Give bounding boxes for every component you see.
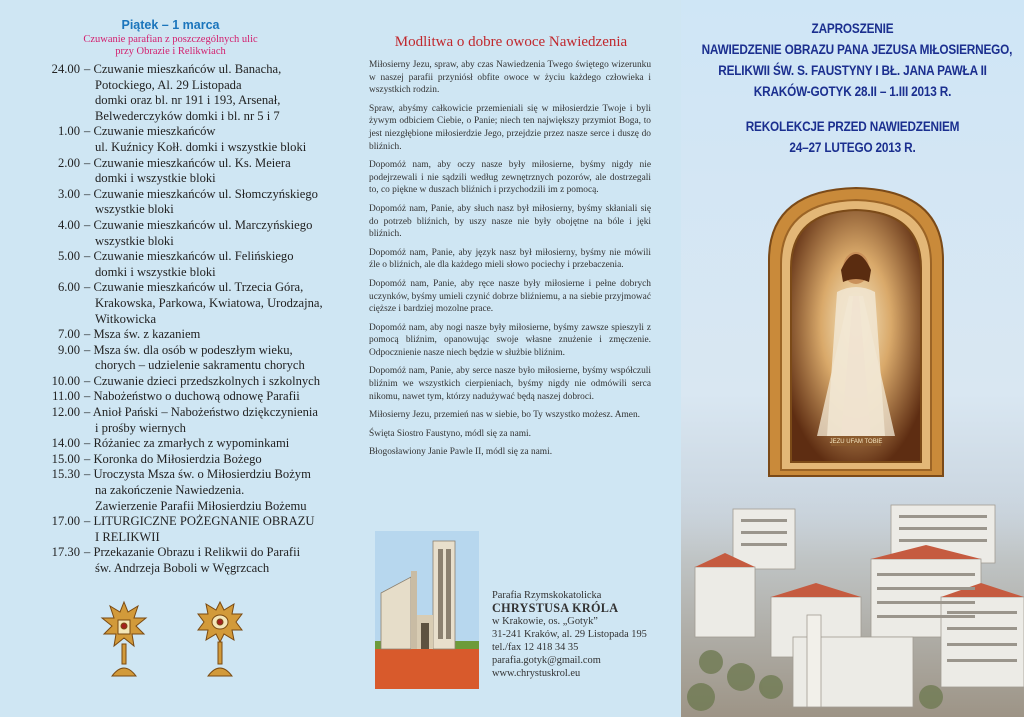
schedule-time: 1.00 [57,124,80,139]
schedule-list [0,62,341,577]
schedule-description [84,187,333,218]
schedule-time: 15.00 [51,451,80,466]
schedule-line: – Uroczysta Msza św. o Miłosierdziu Bożym [84,467,311,482]
schedule-item [34,156,333,187]
schedule-description [84,249,333,280]
schedule-item [34,280,333,327]
parish-email: parafia.gotyk@gmail.com [492,655,601,666]
schedule-item [34,249,333,280]
schedule-time: 9.00 [57,342,80,357]
schedule-item [34,187,333,218]
schedule-description [84,156,333,187]
schedule-description [84,405,333,436]
schedule-time: 5.00 [57,249,80,264]
schedule-item [34,218,333,249]
schedule-item [34,467,333,514]
schedule-description [84,452,333,468]
schedule-description [84,343,333,374]
retreat-dates: 24–27 LUTEGO 2013 R. [789,140,916,155]
schedule-line: – Czuwanie mieszkańców ul. Marczyńskiego [84,217,313,232]
parish-website: www.chrystuskrol.eu [492,668,581,679]
schedule-description [84,389,333,405]
reliquary-images [98,598,246,680]
invitation-line: NAWIEDZENIE OBRAZU PANA JEZUSA MIŁOSIERNEGO, [701,42,1013,57]
schedule-line: na zakończenie Nawiedzenia. [95,483,245,498]
schedule-line: – Czuwanie mieszkańców ul. Banacha, [84,62,282,76]
schedule-description [84,62,333,124]
schedule-line: Potockiego, Al. 29 Listopada [95,77,242,92]
prayer-paragraph: Dopomóż nam, Panie, aby serce nasze było miłosierne, byśmy współczuli bliźnim we wszystkich cierpieniach, byśmy nigdy nie odmówili serca nikomu, nawet tym, którzy nadużywać będą naszej dobroci. [369,366,651,402]
schedule-item [34,452,333,468]
schedule-item [34,514,333,545]
monstrance-icon [194,598,246,680]
schedule-description [84,514,333,545]
schedule-description [84,327,333,343]
painting-caption: JEZU UFAM TOBIE [829,439,883,445]
schedule-item [34,343,333,374]
parish-address: 31-241 Kraków, al. 29 Listopada 195 [492,629,647,640]
schedule-line: domki i wszystkie bloki [95,171,216,186]
retreat-heading [702,116,1004,158]
prayer-paragraph: Dopomóż nam, Panie, aby słuch nasz był miłosierny, byśmy skłaniali się do potrzeb bliźnich, by uszy nasze nie były obojętne na bóle i jęki bliźnich. [369,203,651,240]
schedule-line: chorych – udzielenie sakramentu chorych [95,358,305,373]
prayer-paragraph: Dopomóż nam, Panie, aby ręce nasze były miłosierne i pełne dobrych uczynków, byśmy umieli czynić dobrze bliźniemu, a na siebie przyjmować cięższe i bardziej mozolne prace. [369,278,651,315]
schedule-line: Belwederczyków domki i bl. nr 5 i 7 [95,108,280,123]
schedule-item [34,389,333,405]
city-aerial-photo [681,487,1024,717]
schedule-line: – Różaniec za zmarłych z wypominkami [84,436,290,451]
prayer-paragraph: Spraw, abyśmy całkowicie przemieniali się w miłosierdzie Twoje i byli żywym odbiciem Ciebie, o Panie; niech ten największy przymiot Boga, to jest niezgłębione miłosierdzie Jego, przejdzie przez nasze serce i duszę do bliźnich. [369,103,651,152]
invitation-dates: KRAKÓW-GOTYK 28.II – 1.III 2013 R. [753,84,952,99]
schedule-time: 17.30 [51,545,80,560]
schedule-line: – Przekazanie Obrazu i Relikwii do Parafii [84,545,301,560]
schedule-time: 17.00 [51,514,80,529]
schedule-line: – Czuwanie mieszkańców ul. Trzecia Góra, [84,280,304,295]
prayer-text [341,59,681,459]
schedule-line: domki oraz bl. nr 191 i 193, Arsenał, [95,93,281,108]
schedule-line: i prośby wiernych [95,420,186,435]
schedule-line: domki i wszystkie bloki [95,264,216,279]
schedule-line: Zawierzenie Parafii Miłosierdziu Bożemu [95,498,307,513]
schedule-line: – LITURGICZNE POŻEGNANIE OBRAZU [84,514,315,529]
schedule-time: 14.00 [51,436,80,451]
parish-contact [492,589,647,680]
church-photo [375,531,479,689]
schedule-time: 2.00 [57,155,80,170]
schedule-description [84,545,333,576]
parish-phone: tel./fax 12 418 34 35 [492,642,579,653]
schedule-line: Krakowska, Parkowa, Kwiatowa, Urodzajna, [95,295,323,310]
schedule-time: 3.00 [57,186,80,201]
schedule-item [34,62,333,124]
prayer-title: Modlitwa o dobre owoce Nawiedzenia [394,34,628,50]
schedule-item [34,124,333,155]
schedule-description [84,467,333,514]
schedule-subheading-line: Czuwanie parafian z poszczególnych ulic [83,34,258,45]
schedule-description [84,436,333,452]
schedule-time: 4.00 [57,217,80,232]
prayer-paragraph: Święta Siostro Faustyno, módl się za nami. [369,428,531,439]
schedule-item [34,327,333,343]
schedule-subheading-line: przy Obrazie i Relikwiach [115,46,226,57]
schedule-heading: Piątek – 1 marca [121,18,220,32]
invitation-line: RELIKWII ŚW. S. FAUSTYNY I BŁ. JANA PAWŁA II [718,63,987,78]
schedule-description [84,280,333,327]
divine-mercy-painting [767,186,945,478]
reliquary-icon [98,598,150,680]
invitation-title: ZAPROSZENIE [811,21,894,36]
schedule-line: Witkowicka [95,311,157,326]
parish-location: w Krakowie, os. „Gotyk” [492,616,598,627]
schedule-line: – Msza św. z kazaniem [84,327,201,342]
parish-name: CHRYSTUSA KRÓLA [492,601,619,615]
schedule-time: 6.00 [57,280,80,295]
schedule-line: – Msza św. dla osób w podeszłym wieku, [84,342,293,357]
prayer-paragraph: Dopomóż nam, Panie, aby język nasz był miłosierny, byśmy nie mówili źle o bliźnich, ale dla każdego mieli słowo pociechy i przebaczenia. [369,247,651,271]
schedule-line: – Koronka do Miłosierdzia Bożego [84,451,262,466]
schedule-line: ul. Kuźnicy Kołł. domki i wszystkie bloki [95,139,307,154]
schedule-line: – Czuwanie mieszkańców [84,124,216,139]
schedule-time: 10.00 [51,373,80,388]
prayer-paragraph: Błogosławiony Janie Pawle II, módl się za nami. [369,447,553,458]
invitation-heading [701,18,1013,102]
schedule-item [34,374,333,390]
prayer-paragraph: Miłosierny Jezu, spraw, aby czas Nawiedzenia Twego świętego wizerunku w naszej parafii przyniósł obfite owoce w życiu każdego człowieka i wszystkich rodzin. [369,60,651,96]
schedule-time: 12.00 [51,405,80,420]
schedule-panel [0,0,341,717]
schedule-time: 24.00 [51,62,80,76]
prayer-paragraph: Miłosierny Jezu, przemień nas w siebie, bo Ty wszystko możesz. Amen. [369,410,640,421]
retreat-title: REKOLEKCJE PRZED NAWIEDZENIEM [745,119,960,134]
schedule-line: – Czuwanie dzieci przedszkolnych i szkolnych [84,373,321,388]
schedule-time: 11.00 [52,389,80,404]
prayer-paragraph: Dopomóż nam, aby oczy nasze były miłosierne, byśmy nigdy nie podejrzewali i nie sądzili według zewnętrznych pozorów, ale dostrzegali to, co piękne w duszach bliźnich i przychodzili im z pomocą. [369,160,651,196]
parish-type: Parafia Rzymskokatolicka [492,590,602,601]
schedule-item [34,405,333,436]
schedule-description [84,374,333,390]
schedule-item [34,545,333,576]
schedule-line: I RELIKWII [95,529,160,544]
schedule-subheading [0,34,341,58]
schedule-line: wszystkie bloki [95,233,174,248]
schedule-item [34,436,333,452]
schedule-line: wszystkie bloki [95,202,174,217]
schedule-description [84,124,333,155]
schedule-line: – Czuwanie mieszkańców ul. Słomczyńskiego [84,186,318,201]
schedule-line: – Nabożeństwo o duchową odnowę Parafii [84,389,300,404]
schedule-line: – Czuwanie mieszkańców ul. Ks. Meiera [84,155,291,170]
schedule-time: 15.30 [51,467,80,482]
schedule-line: – Anioł Pański – Nabożeństwo dziękczynienia [84,405,318,420]
schedule-time: 7.00 [57,327,80,342]
schedule-description [84,218,333,249]
prayer-paragraph: Dopomóż nam, aby nogi nasze były miłosierne, byśmy zawsze spieszyli z pomocą bliźnim, opanowując swoje własne znużenie i zmęczenie. Odpocznienie nasze niech będzie w służbie bliźnim. [369,322,651,358]
schedule-line: św. Andrzeja Boboli w Węgrzcach [95,561,270,575]
schedule-line: – Czuwanie mieszkańców ul. Felińskiego [84,249,294,264]
